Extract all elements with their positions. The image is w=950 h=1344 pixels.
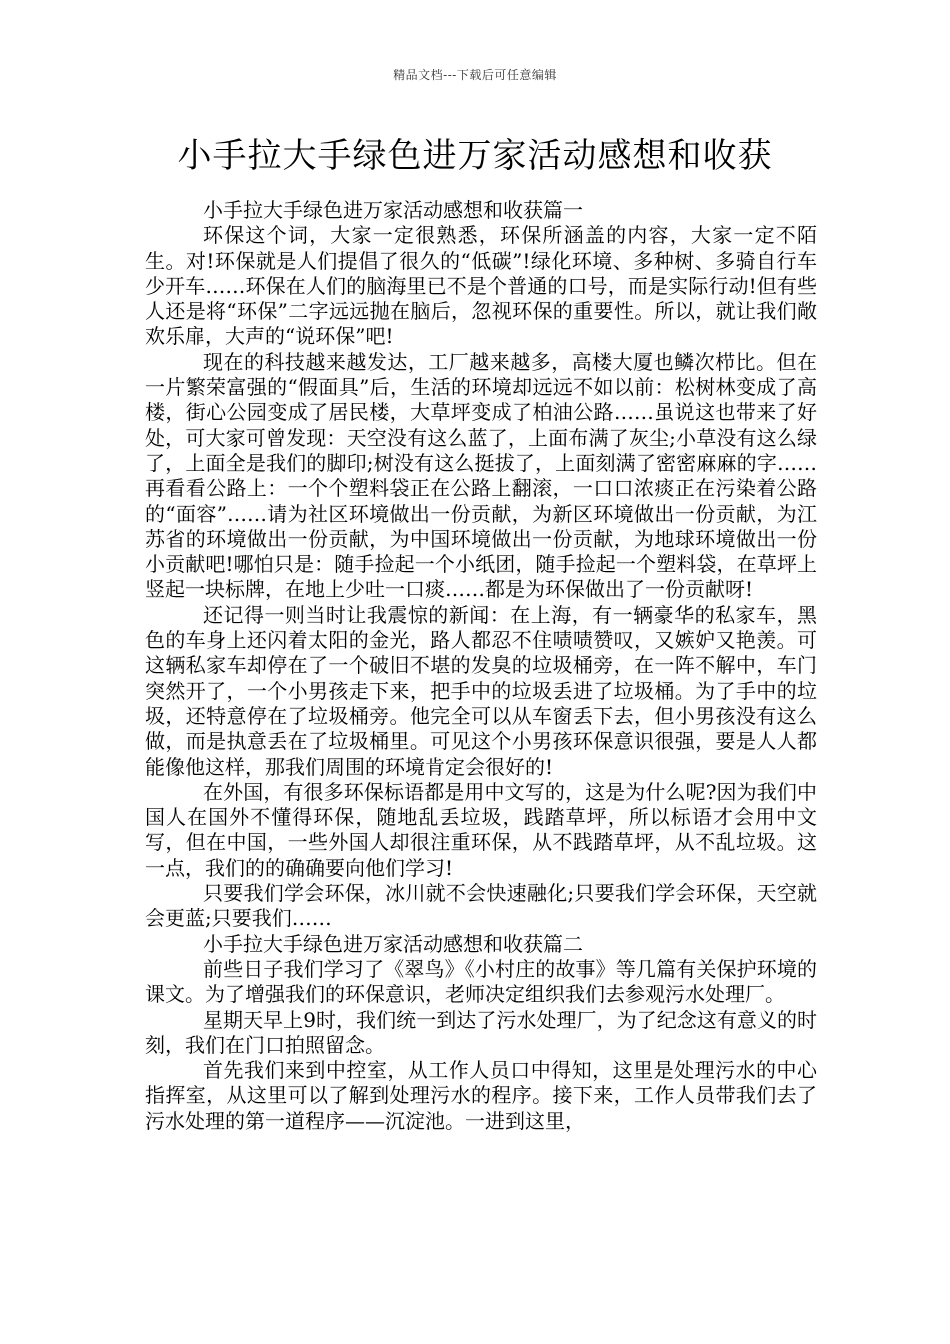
paragraph: 前些日子我们学习了《翠鸟》《小村庄的故事》等几篇有关保护环境的课文。为了增强我们的环保意识，老师决定组织我们去参观污水处理厂。 — [145, 956, 817, 1007]
paragraph: 星期天早上9时，我们统一到达了污水处理厂，为了纪念这有意义的时刻，我们在门口拍照留念。 — [145, 1007, 817, 1057]
paragraph: 在外国，有很多环保标语都是用中文写的，这是为什么呢?因为我们中国人在国外不懂得环保，随地乱丢垃圾，践踏草坪，所以标语才会用中文写，但在中国，一些外国人却很注重环保，从不践踏草坪，从不乱垃圾。这一点，我们的的确确要向他们学习! — [145, 779, 817, 880]
document-body — [145, 198, 817, 1134]
paragraph: 现在的科技越来越发达，工厂越来越多，高楼大厦也鳞次栉比。但在一片繁荣富强的“假面具”后，生活的环境却远远不如以前：松树林变成了高楼，街心公园变成了居民楼，大草坪变成了柏油公路……虽说这也带来了好处，可大家可曾发现：天空没有这么蓝了，上面布满了灰尘;小草没有这么绿了，上面全是我们的脚印;树没有这么挺拔了，上面刻满了密密麻麻的字……再看看公路上：一个个塑料袋正在公路上翻滚，一口口浓痰正在污染着公路的“面容”……请为社区环境做出一份贡献，为新区环境做出一份贡献，为江苏省的环境做出一份贡献，为中国环境做出一份贡献，为地球环境做出一份小贡献吧!哪怕只是：随手捡起一个小纸团，随手捡起一个塑料袋，在草坪上竖起一块标牌，在地上少吐一口痰……都是为环保做出了一份贡献呀! — [145, 349, 817, 602]
paragraph: 环保这个词，大家一定很熟悉，环保所涵盖的内容，大家一定不陌生。对!环保就是人们提倡了很久的“低碳”!绿化环境、多种树、多骑自行车少开车……环保在人们的脑海里已不是个普通的口号，而是实际行动!但有些人还是将“环保”二字远远抛在脑后，忽视环保的重要性。所以，就让我们敞欢乐扉，大声的“说环保”吧! — [145, 223, 817, 349]
section-heading-2: 小手拉大手绿色进万家活动感想和收获篇二 — [203, 931, 583, 956]
paragraph: 只要我们学会环保，冰川就不会快速融化;只要我们学会环保，天空就会更蓝;只要我们…… — [145, 881, 817, 931]
document-title: 小手拉大手绿色进万家活动感想和收获 — [177, 136, 773, 176]
paragraph: 首先我们来到中控室，从工作人员口中得知，这里是处理污水的中心指挥室，从这里可以了解到处理污水的程序。接下来，工作人员带我们去了污水处理的第一道程序——沉淀池。一进到这里， — [145, 1058, 817, 1133]
section-heading-1: 小手拉大手绿色进万家活动感想和收获篇一 — [203, 198, 583, 222]
header-note: 精品文档---下载后可任意编辑 — [393, 68, 557, 82]
paragraph: 还记得一则当时让我震惊的新闻：在上海，有一辆豪华的私家车，黑色的车身上还闪着太阳的金光，路人都忍不住啧啧赞叹，又嫉妒又艳羡。可这辆私家车却停在了一个破旧不堪的发臭的垃圾桶旁，在一阵不解中，车门突然开了，一个小男孩走下来，把手中的垃圾丢进了垃圾桶。为了手中的垃圾，还特意停在了垃圾桶旁。他完全可以从车窗丢下去，但小男孩没有这么做，而是执意丢在了垃圾桶里。可见这个小男孩环保意识很强，要是人人都能像他这样，那我们周围的环境肯定会很好的! — [145, 602, 817, 779]
